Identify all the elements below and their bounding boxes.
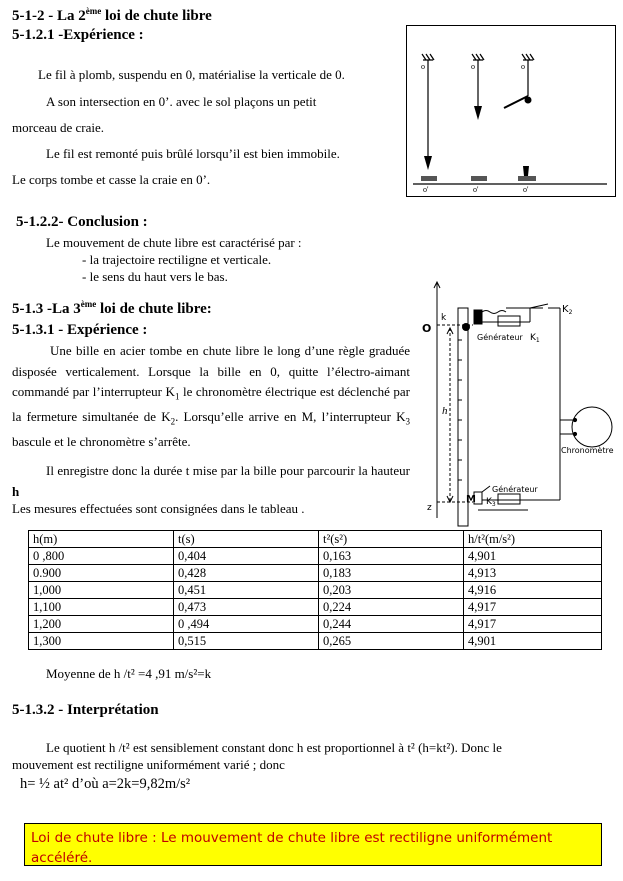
switch-k3 [482,486,490,492]
average-line: Moyenne de h /t² =4 ,91 m/s²=k [46,666,212,681]
chrono-terminal-1 [573,418,576,421]
coil [482,311,506,314]
table-row [29,616,602,633]
formula-line: h= ½ at² d’où a=2k=9,82m/s² [20,776,191,792]
interpretation-line-2: mouvement est rectiligne uniformément varié ; donc [12,757,285,772]
label-chronometer: Chronomètre [561,446,614,455]
label-o-prime-1: o' [423,185,429,194]
table-cell: 1,100 [29,599,174,616]
exp1-line2: A son intersection en 0’. avec le sol plaçons un petit [46,94,317,109]
exp2-paragraph-3: Les mesures effectuées sont consignées dans le tableau . [12,501,305,516]
plumb-bob-2 [474,106,482,120]
exp1-line4: Le fil est remonté puis brûlé lorsqu’il est bien immobile. [46,146,340,161]
table-header-h: h(m) [29,531,174,548]
chronometer [572,407,612,447]
resistor-top [498,316,520,326]
table-cell: 4,901 [464,548,602,565]
subsection-heading-5-1-2-2: 5-1.2.2- Conclusion : [16,214,148,230]
table-cell: 0,244 [319,616,464,633]
subsection-heading-5-1-3-2: 5-1.3.2 - Interprétation [12,702,159,718]
conclusion-intro: Le mouvement de chute libre est caractérisé par : [46,235,302,250]
ruler-ticks [458,340,462,480]
table-cell: 4,917 [464,616,602,633]
label-o-2: o [471,62,475,71]
switch-k2 [530,304,548,308]
table-header-t: t(s) [174,531,319,548]
table-cell: 1,300 [29,633,174,650]
table-cell: 0,428 [174,565,319,582]
plumb-line-drawing [407,26,615,196]
chrono-terminal-2 [573,432,576,435]
table-cell: 1,000 [29,582,174,599]
hook-3 [522,54,534,60]
section-heading-5-1-2: 5-1-2 - La 2ème loi de chute libre [12,6,212,24]
hook-2 [472,54,484,60]
exp2-paragraph-1: Une bille en acier tombe en chute libre le long d’une règle graduée disposée verticalement. Lorsque la bille en 0, quitte l’électro-aimant commandé par l’interrupteur $K_1$ le chronomètre électrique est déclenché par la fermeture simultanée de $K_2$. Lorsqu’elle arrive en M, l’interrupteur $K_3$ bascule et le chronomètre s’arrête. [12,343,411,450]
table-cell: 0.900 [29,565,174,582]
table-cell: 0,163 [319,548,464,565]
table-row [29,548,602,565]
conclusion-bullet-1: - la trajectoire rectiligne et verticale. [82,252,272,267]
table-cell: 0,224 [319,599,464,616]
broken-string [504,96,528,108]
table-cell: 0,265 [319,633,464,650]
law-highlight-box: Loi de chute libre : Le mouvement de chute libre est rectiligne uniformément accéléré. [24,823,602,866]
table-header-h-over-t2: h/t²(m/s²) [464,531,602,548]
table-cell: 0 ,800 [29,548,174,565]
conclusion-bullet-2: - le sens du haut vers le bas. [82,269,228,284]
table-cell: 0,183 [319,565,464,582]
label-k: k [441,313,447,323]
table-cell: 0,404 [174,548,319,565]
table-cell: 4,901 [464,633,602,650]
exp1-line1: Le fil à plomb, suspendu en 0, matérialise la verticale de 0. [38,67,345,82]
chalk-2 [471,176,487,181]
label-O: O [422,322,432,335]
table-row [29,599,602,616]
table-cell: 0,473 [174,599,319,616]
table-cell: 4,917 [464,599,602,616]
table-cell: 4,916 [464,582,602,599]
plumb-knot-3 [525,97,532,104]
label-K1: $K_1$ [530,333,540,344]
electromagnet [474,310,482,324]
label-o-1: o [421,62,425,71]
table-cell: 0,203 [319,582,464,599]
label-generator-bottom: Générateur [492,485,538,494]
plumb-line-figure [406,25,616,197]
table-cell: 1,200 [29,616,174,633]
resistor-bottom [498,494,520,504]
label-K2: $K_2$ [562,304,573,316]
table-cell: 0 ,494 [174,616,319,633]
measurements-table [28,530,602,650]
label-z: z [427,503,432,513]
label-h: h [442,405,448,417]
table-cell: 0,515 [174,633,319,650]
table-cell: 0,451 [174,582,319,599]
label-M: M [466,494,476,505]
exp2-paragraph-2: Il enregistre donc la durée t mise par la bille pour parcourir la hauteur h [12,463,410,499]
plumb-bob-3 [523,166,529,176]
subsection-heading-5-1-3-1: 5-1.3.1 - Expérience : [12,322,148,338]
table-row [29,582,602,599]
interpretation-line-1: Le quotient h /t² est sensiblement constant donc h est proportionnel à t² (h=kt²). Donc le [46,740,502,755]
label-K3: $K_3$ [486,497,496,508]
table-header-row [29,531,602,548]
chalk-3 [518,176,536,181]
plumb-bob-1 [424,156,432,170]
label-o-prime-2: o' [473,185,479,194]
label-generator-top: Générateur [477,333,523,342]
steel-ball [462,323,470,331]
free-fall-apparatus-drawing [418,280,623,530]
table-row [29,565,602,582]
exp1-line3: morceau de craie. [12,120,105,135]
label-o-3: o [521,62,525,71]
table-row [29,633,602,650]
table-header-t2: t²(s²) [319,531,464,548]
table-cell: 4,913 [464,565,602,582]
hook-1 [422,54,434,60]
chalk-1 [421,176,437,181]
free-fall-apparatus-figure [418,280,623,530]
subsection-heading-5-1-2-1: 5-1.2.1 -Expérience : [12,27,144,43]
label-o-prime-3: o' [523,185,529,194]
section-heading-5-1-3: 5-1.3 -La 3ème loi de chute libre: [12,299,212,317]
exp1-line5: Le corps tombe et casse la craie en 0’. [12,172,211,187]
